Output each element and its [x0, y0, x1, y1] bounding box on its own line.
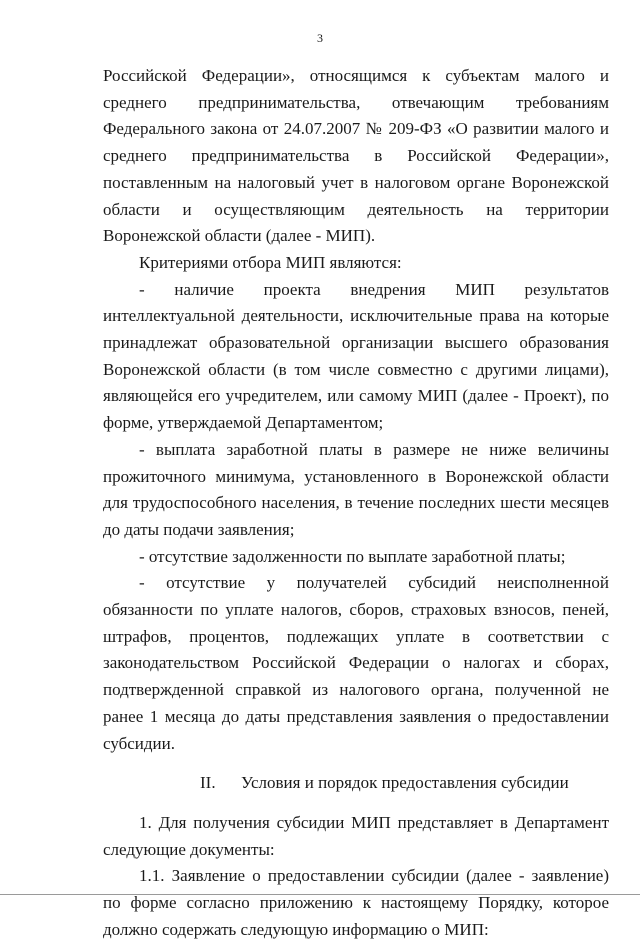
paragraph-criteria-intro: Критериями отбора МИП являются: — [139, 252, 402, 272]
section-heading — [103, 770, 609, 797]
section-number: II. — [200, 773, 216, 793]
section-title: Условия и порядок предоставления субсидии — [241, 773, 569, 793]
paragraph-application: 1.1. Заявление о предоставлении субсидии (далее - заявление) по форме согласно приложению к настоящему Порядку, которое должно содержать следующую информацию о МИП: — [103, 866, 609, 939]
page-bottom-rule — [0, 894, 640, 895]
document-body — [103, 63, 609, 944]
paragraph-documents-intro: 1. Для получения субсидии МИП представляет в Департамент следующие документы: — [103, 812, 609, 859]
paragraph-criterion-no-arrears: - отсутствие задолженности по выплате заработной платы; — [139, 546, 566, 566]
paragraph-criterion-salary: - выплата заработной платы в размере не ниже величины прожиточного минимума, установленного в Воронежской области для трудоспособного населения, в течение последних шести месяцев до даты подачи заявления; — [103, 439, 609, 539]
paragraph-criterion-project: - наличие проекта внедрения МИП результатов интеллектуальной деятельности, исключительные права на которые принадлежат образовательной организации высшего образования Воронежской области (в том числе совместно с другими лицами), являющейся его учредителем, или самому МИП (далее - Проект), по форме, утверждаемой Департаментом; — [103, 279, 609, 433]
page-number: 3 — [317, 31, 323, 45]
paragraph-recipients: Российской Федерации», относящимся к субъектам малого и среднего предпринимательства, отвечающим требованиям Федерального закона от 24.07.2007 № 209-ФЗ «О развитии малого и среднего предпринимательства в Российской Федерации», поставленным на налоговый учет в налоговом органе Воронежской области и осуществляющим деятельность на территории Воронежской области (далее - МИП). — [103, 66, 609, 246]
paragraph-criterion-no-tax-debt: - отсутствие у получателей субсидий неисполненной обязанности по уплате налогов, сборов, страховых взносов, пеней, штрафов, процентов, подлежащих уплате в соответствии с законодательством Российской Федерации о налогах и сборах, подтвержденной справкой из налогового органа, полученной не ранее 1 месяца до даты представления заявления о предоставлении субсидии. — [103, 573, 609, 753]
